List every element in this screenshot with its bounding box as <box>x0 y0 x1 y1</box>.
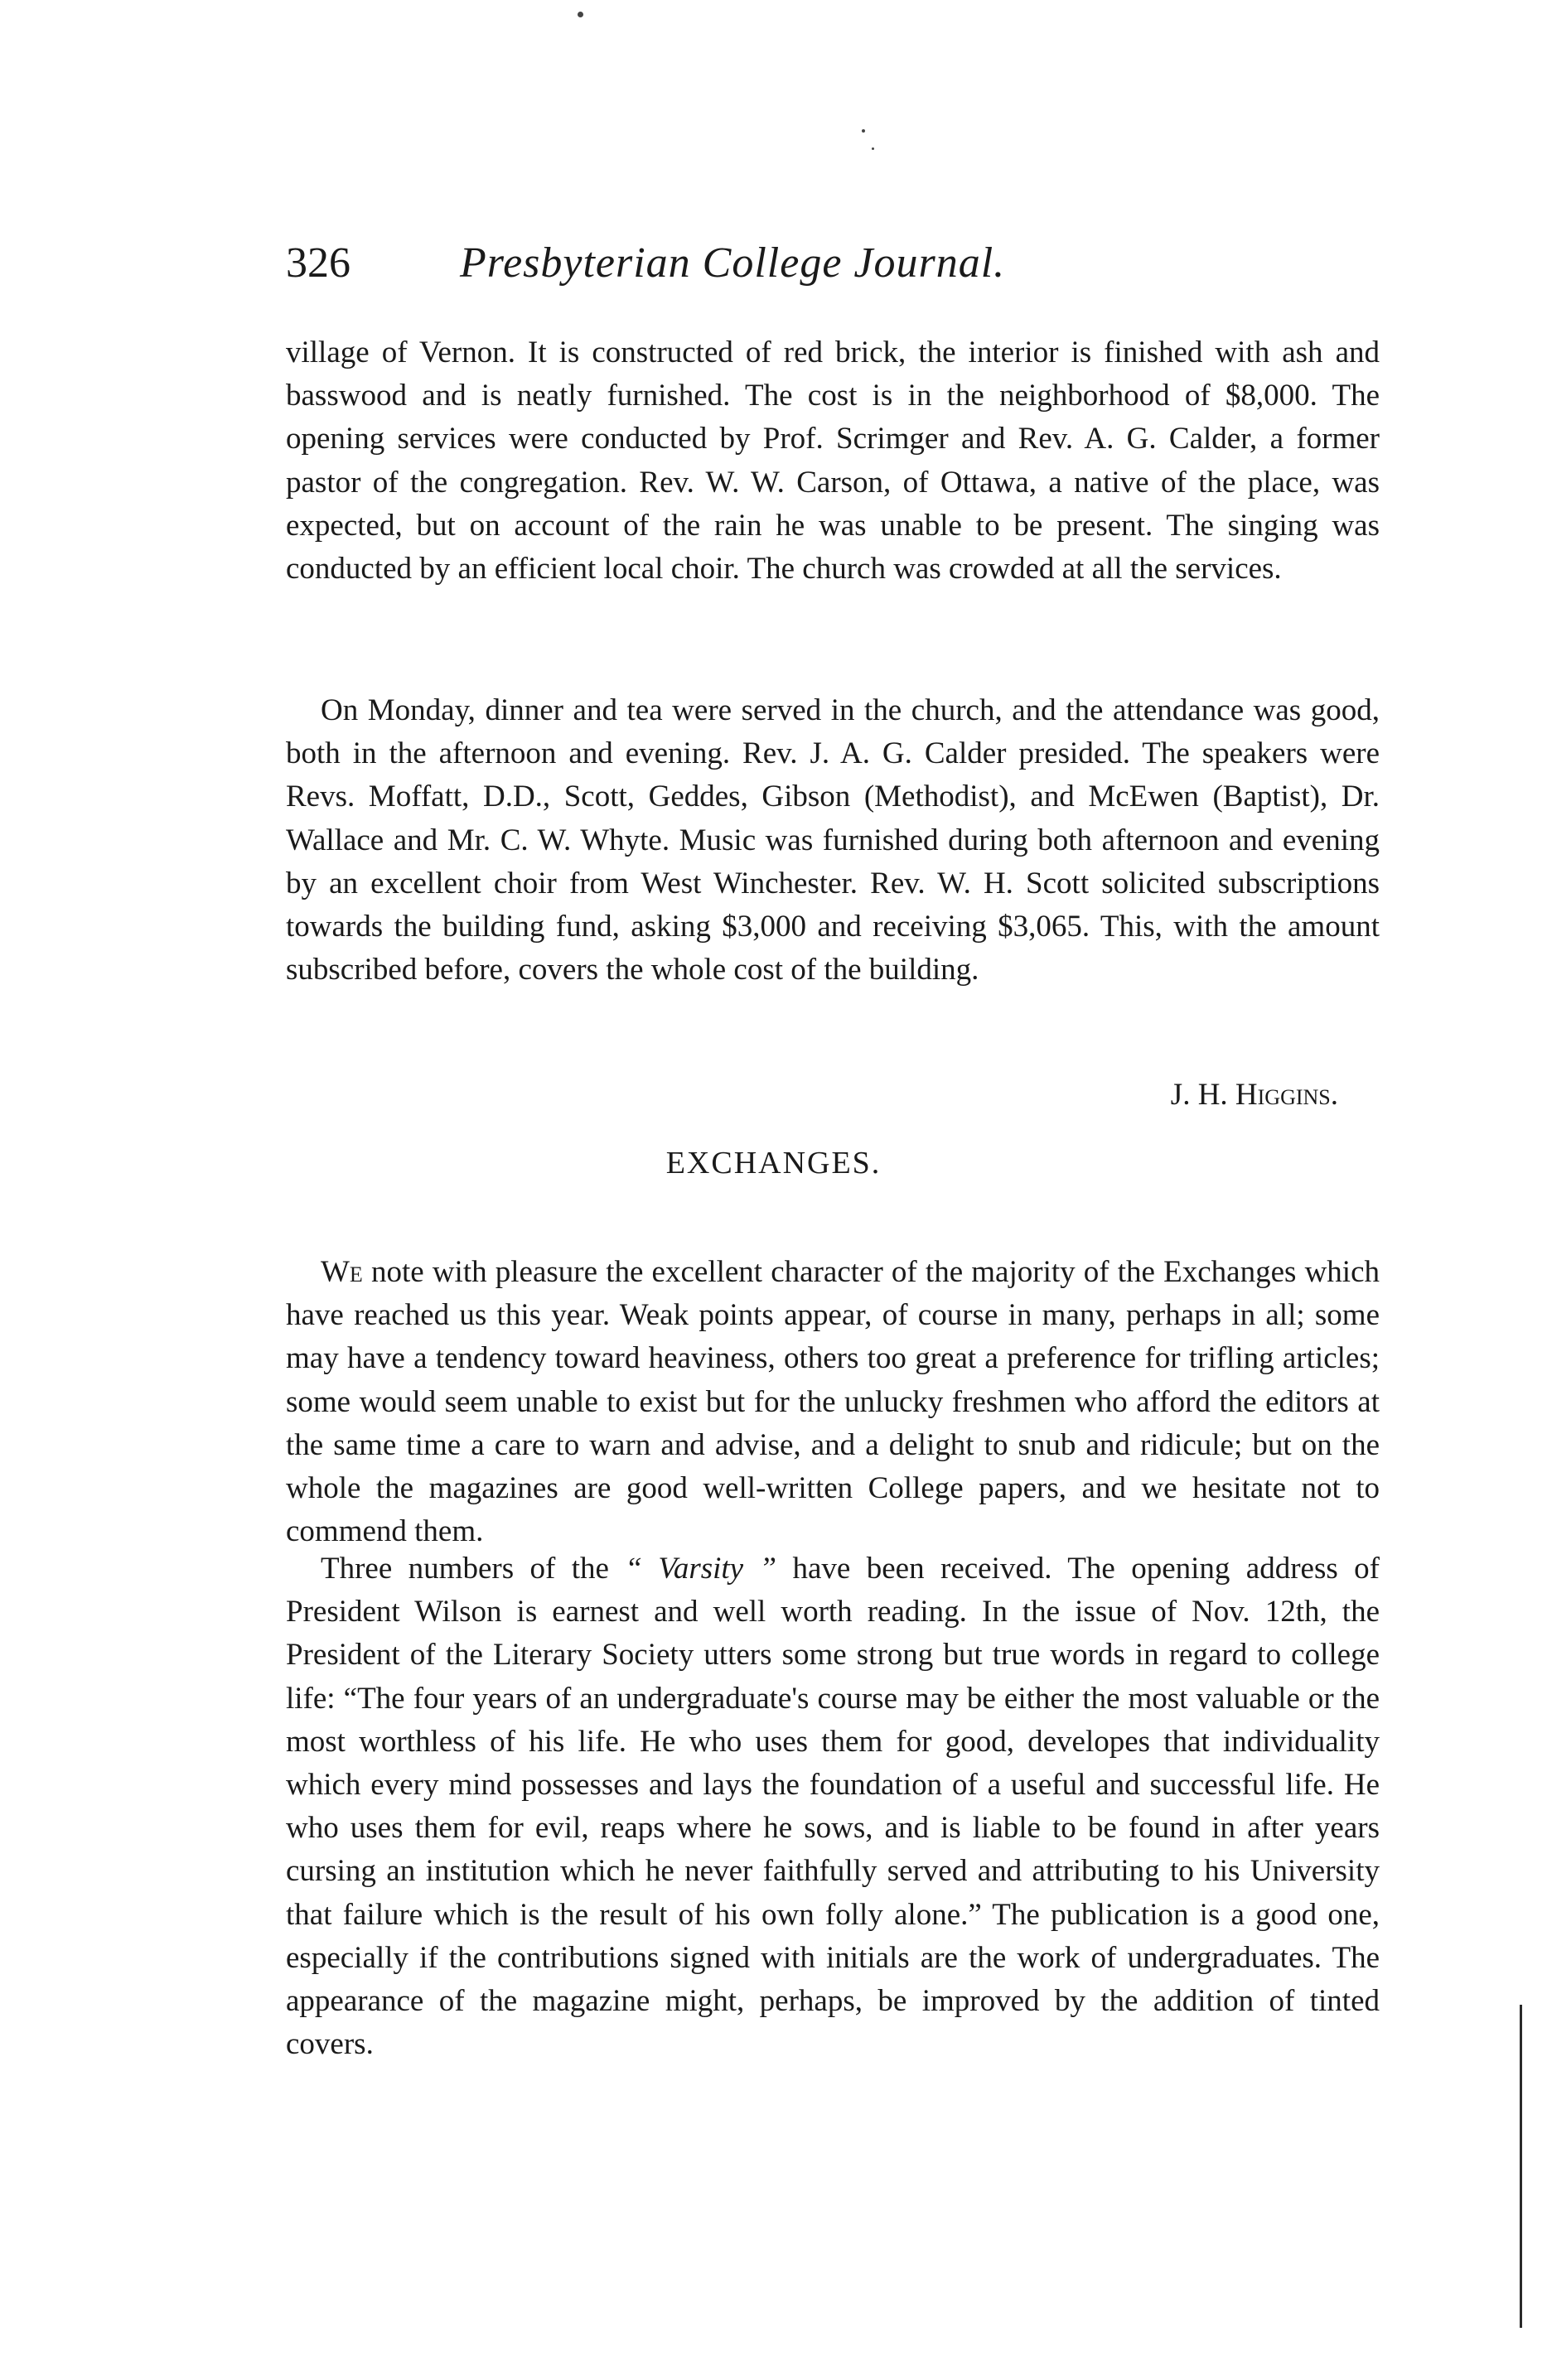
exchanges-varsity <box>286 1547 1380 2066</box>
exchanges-paragraph-2 <box>286 1547 1380 2066</box>
exchanges-paragraph-1-text: note with pleasure the excellent character of the majority of the Exchanges which have reached us this year. Weak points appear, of course in many, perhaps in all; some may have a tendency toward heaviness, others too great a preference for trifling articles; some would seem unable to exist but for the unlucky freshmen who afford the editors at the same time a care to warn and advise, and a delight to snub and ridicule; but on the whole the magazines are good well-written College papers, and we hesitate not to commend them. <box>286 1255 1380 1549</box>
section-heading: EXCHANGES. <box>665 1146 882 1180</box>
varsity-title: “ Varsity ” <box>625 1552 777 1586</box>
article-continuation-2 <box>286 689 1380 992</box>
exchanges-paragraph-2-start: Three numbers of the <box>321 1552 626 1586</box>
page-number: 326 <box>286 239 350 287</box>
page-edge-line <box>1520 2005 1522 2328</box>
article-paragraph-2: On Monday, dinner and tea were served in the church, and the attendance was good, both in the afternoon and evening. Rev. J. A. G. Calder presided. The speakers were Revs. Moffatt, D.D., Scott, Geddes, Gibson (Methodist), and McEwen (Baptist), Dr. Wallace and Mr. C. W. Whyte. Music was furnished during both afternoon and evening by an excellent choir from West Winchester. Rev. W. H. Scott solicited subscriptions towards the building fund, asking $3,000 and receiving $3,065. This, with the amount subscribed before, covers the whole cost of the building. <box>286 693 1380 987</box>
running-title: Presbyterian College Journal. <box>460 239 1006 287</box>
page-header <box>286 239 1380 297</box>
exchanges-paragraph-2-rest: have been received. The opening address of President Wilson is earnest and well worth reading. In the issue of Nov. 12th, the President of the Literary Society utters some strong but true words in regard to college life: “The four years of an undergraduate's course may be either the most valuable or the most worthless of his life. He who uses them for good, developes that individuality which every mind possesses and lays the foundation of a useful and successful life. He who uses them for evil, reaps where he sows, and is liable to be found in after years cursing an institution which he never faithfully served and attributing to his University that failure which is the result of his own folly alone.” The publication is a good one, especially if the contributions signed with initials are the work of undergraduates. The appearance of the magazine might, perhaps, be improved by the addition of tinted covers. <box>286 1552 1380 2062</box>
print-speck <box>578 12 583 17</box>
exchanges-intro <box>286 1251 1380 1553</box>
article-paragraph-1: village of Vernon. It is constructed of red brick, the interior is finished with ash and basswood and is neatly furnished. The cost is in the neighborhood of $8,000. The opening services were conducted by Prof. Scrimger and Rev. A. G. Calder, a former pastor of the congregation. Rev. W. W. Carson, of Ottawa, a native of the place, was expected, but on account of the rain he was unable to be present. The singing was conducted by an efficient local choir. The church was crowded at all the services. <box>286 336 1380 587</box>
lead-word: We <box>321 1255 363 1289</box>
print-speck <box>862 129 865 133</box>
exchanges-paragraph-1 <box>286 1251 1380 1553</box>
print-speck <box>872 147 874 150</box>
author-signature: J. H. Higgins. <box>1170 1078 1338 1112</box>
article-continuation <box>286 331 1380 591</box>
